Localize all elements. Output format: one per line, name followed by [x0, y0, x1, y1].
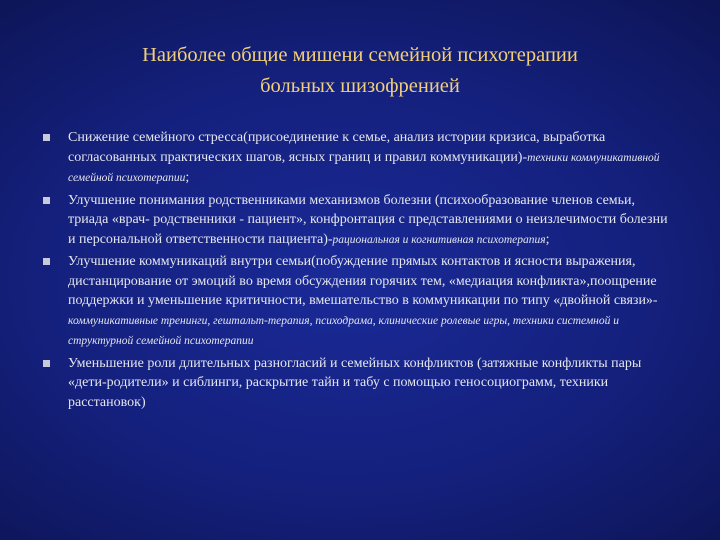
- item-tail: ;: [185, 170, 190, 185]
- item-method: коммуникативные тренинги, гештальт-терапия, психодрама, клинические ролевые игры, техники системной и структурной семейной психотерапии: [68, 314, 619, 347]
- item-text: Улучшение понимания родственниками механизмов болезни (психообразование членов семьи, триада «врач- родственники - пациент», конфронтация с представлениями о неизлечимости болезни и персональной ответственности пациента)-: [68, 192, 668, 247]
- list-item: [40, 252, 675, 352]
- item-text: Улучшение коммуникаций внутри семьи(побуждение прямых контактов и ясности выражения, дистанцирование от эмоций во время обсуждения горячих тем, «медиация конфликта»,поощрение поддержки и уменьшение критичности, вмешательство в коммуникации по типу «двойной связи»-: [68, 254, 658, 308]
- slide-title: [60, 40, 660, 102]
- square-bullet-icon: [43, 258, 50, 265]
- square-bullet-icon: [43, 134, 50, 141]
- square-bullet-icon: [43, 197, 50, 204]
- square-bullet-icon: [43, 360, 50, 367]
- list-item: [40, 354, 675, 413]
- slide-title-line-1: Наиболее общие мишени семейной психотерапии: [142, 44, 578, 66]
- slide-title-line-2: больных шизофренией: [260, 75, 460, 97]
- item-tail: ;: [545, 231, 550, 247]
- item-text: Снижение семейного стресса(присоединение к семье, анализ истории кризиса, выработка согласованных практических шагов, ясных границ и правил коммуникации)-: [68, 130, 606, 165]
- list-item: [40, 128, 675, 189]
- item-method: техники коммуникативной семейной психотерапии: [68, 151, 660, 184]
- bullet-list: [40, 128, 675, 414]
- list-item: [40, 191, 675, 251]
- item-text: Уменьшение роли длительных разногласий и семейных конфликтов (затяжные конфликты пары «дети-родители» и сиблинги, раскрытие тайн и табу с помощью геносоциограмм, техники расстановок): [68, 355, 642, 410]
- item-method: рациональная и когнитивная психотерапия: [332, 233, 546, 246]
